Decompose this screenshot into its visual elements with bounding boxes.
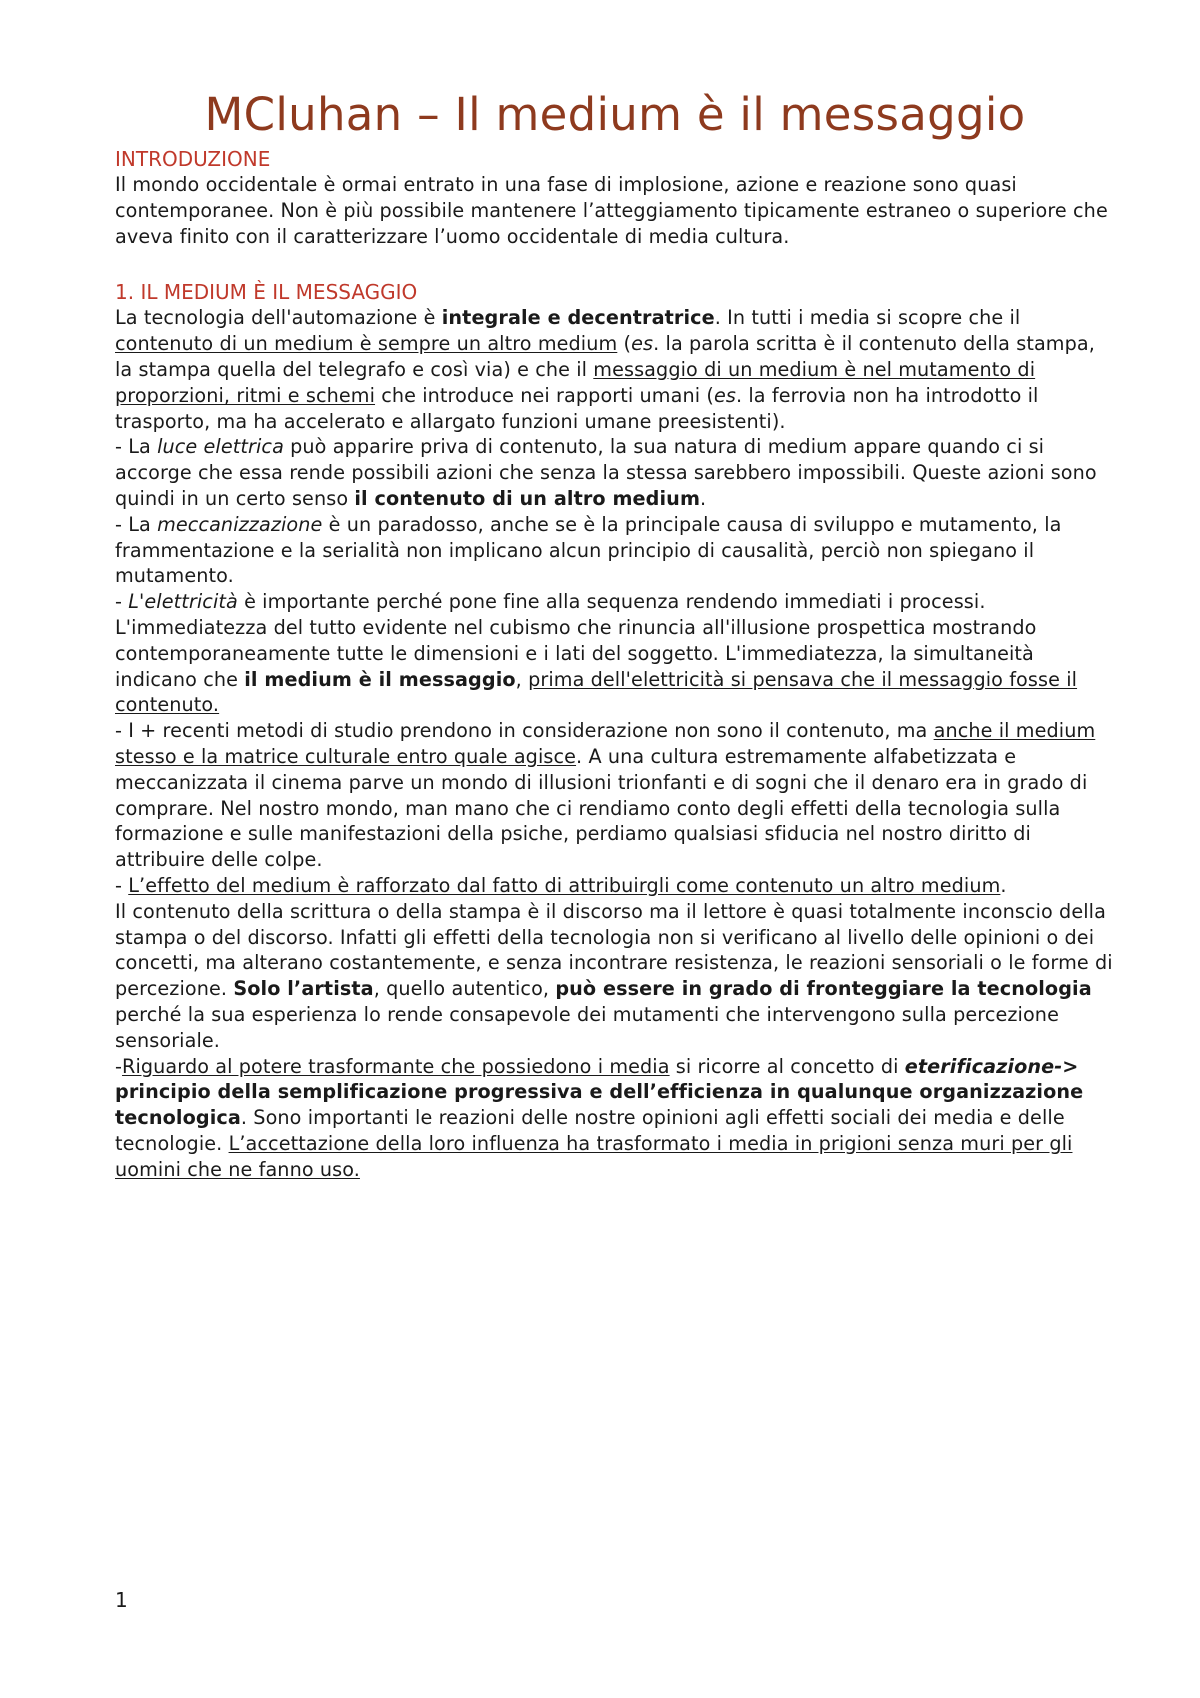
bold-text: può essere in grado di fronteggiare la tecnologia	[555, 977, 1092, 1001]
page-number: 1	[115, 1588, 128, 1612]
paragraph-mechanization	[115, 512, 1115, 589]
paragraph-writing-content	[115, 899, 1115, 1054]
underlined-text: prima dell'elettricità si pensava che il messaggio fosse il contenuto.	[115, 667, 1078, 717]
text-run: è importante perché pone fine alla sequenza rendendo immediati i processi. L'immediatezza del tutto evidente nel cubismo che rinuncia all'illusione prospettica mostrando contemporaneamente tutte le dimensioni e i lati del soggetto. L'immediatezza, la simultaneità indicano che	[115, 590, 1037, 691]
text-run: è un paradosso, anche se è la principale causa di sviluppo e mutamento, la frammentazione e la serialità non implicano alcun principio di causalità, perciò non spiegano il mutamento.	[115, 512, 1062, 588]
underlined-text: L’effetto del medium è rafforzato dal fatto di attribuirgli come contenuto un altro medium	[128, 873, 1001, 897]
text-run: si ricorre al concetto di	[669, 1054, 905, 1078]
text-run: La tecnologia dell'automazione è	[115, 306, 442, 330]
bold-text: integrale e decentratrice	[441, 306, 715, 330]
document-body	[115, 84, 1115, 1182]
text-run: . la parola scritta è il contenuto della stampa, la stampa quella del telegrafo e così via) e che il	[115, 332, 1095, 381]
text-run: perché la sua esperienza lo rende consapevole dei mutamenti che intervengono sulla percezione sensoriale.	[115, 1002, 1059, 1052]
text-run: . Sono importanti le reazioni delle nostre opinioni agli effetti sociali dei media e delle tecnologie.	[115, 1106, 1065, 1155]
bold-italic-text: eterificazione->	[904, 1054, 1079, 1078]
text-run: Il contenuto della scrittura o della stampa è il discorso ma il lettore è quasi totalmente inconscio della stampa o del discorso. Infatti gli effetti della tecnologia non si verificano al livello delle opinioni o dei concetti, ma alterano costantemente, e senza incontrare resistenza, le reazioni sensoriali o le forme di percezione.	[115, 899, 1113, 1001]
text-run: - I + recenti metodi di studio prendono in considerazione non sono il contenuto, ma	[115, 719, 934, 743]
text-run: - La	[115, 512, 158, 536]
bold-text: il contenuto di un altro medium	[354, 486, 701, 510]
text-run: . In tutti i media si scopre che il	[714, 306, 1021, 330]
intro-heading: INTRODUZIONE	[115, 147, 271, 171]
underlined-text: messaggio di un medium è nel mutamento di proporzioni, ritmi e schemi	[115, 357, 1036, 407]
paragraph-electric-light	[115, 434, 1115, 511]
bold-text: il medium è il messaggio	[244, 667, 516, 691]
italic-text: meccanizzazione	[157, 512, 323, 536]
bold-text: Solo l’artista	[233, 977, 374, 1001]
text-run: (	[617, 332, 632, 356]
text-run: -	[115, 590, 129, 614]
text-run: -	[115, 873, 129, 897]
underlined-text: L’accettazione della loro influenza ha trasformato i media in prigioni senza muri per gli uomini che ne fanno uso.	[115, 1131, 1073, 1181]
paragraph-automation	[115, 305, 1115, 434]
italic-text: es	[631, 332, 654, 356]
underlined-text: Riguardo al potere trasformante che possiedono i media	[122, 1054, 670, 1078]
text-run: che introduce nei rapporti umani (	[375, 383, 714, 407]
paragraph-study-methods	[115, 718, 1115, 873]
italic-text: luce elettrica	[157, 435, 284, 459]
text-run: può apparire priva di contenuto, la sua natura di medium appare quando ci si accorge che essa rende possibili azioni che senza la stessa sarebbero impossibili. Queste azioni sono quindi in un certo senso	[115, 435, 1097, 510]
underlined-text: contenuto di un medium è sempre un altro medium	[115, 332, 618, 356]
paragraph-etherification	[115, 1054, 1115, 1183]
text-run: .	[700, 486, 707, 510]
paragraph-electricity	[115, 589, 1115, 718]
section-heading: 1. IL MEDIUM È IL MESSAGGIO	[115, 280, 418, 305]
text-run: . la ferrovia non ha introdotto il trasporto, ma ha accelerato e allargato funzioni umane preesistenti).	[115, 383, 1039, 433]
italic-text: es	[713, 383, 736, 407]
text-run: . A una cultura estremamente alfabetizzata e meccanizzata il cinema parve un mondo di illusioni trionfanti e di sogni che il denaro era in grado di comprare. Nel nostro mondo, man mano che ci rendiamo conto degli effetti della tecnologia sulla formazione e sulle manifestazioni della psiche, perdiamo qualsiasi sfiducia nel nostro diritto di attribuire delle colpe.	[115, 744, 1088, 872]
underlined-text: anche il medium stesso e la matrice culturale entro quale agisce	[115, 719, 1096, 768]
intro-paragraph: Il mondo occidentale è ormai entrato in una fase di implosione, azione e reazione sono quasi contemporanee. Non è più possibile mantenere l’atteggiamento tipicamente estraneo o superiore che aveva finito con il caratterizzare l’uomo occidentale di media cultura.	[115, 173, 1108, 248]
bold-text: principio della semplificazione progressiva e dell’efficienza in qualunque organizzazione tecnologica	[115, 1080, 1084, 1130]
text-run: ,	[515, 667, 529, 691]
text-run: , quello autentico,	[373, 977, 556, 1001]
text-run: .	[1000, 873, 1007, 897]
text-run: -	[115, 1054, 123, 1078]
italic-text: L'elettricità	[128, 590, 238, 614]
document-title: MCluhan – Il medium è il messaggio	[204, 88, 1026, 141]
text-run: - La	[115, 435, 158, 459]
paragraph-medium-effect	[115, 873, 1115, 899]
